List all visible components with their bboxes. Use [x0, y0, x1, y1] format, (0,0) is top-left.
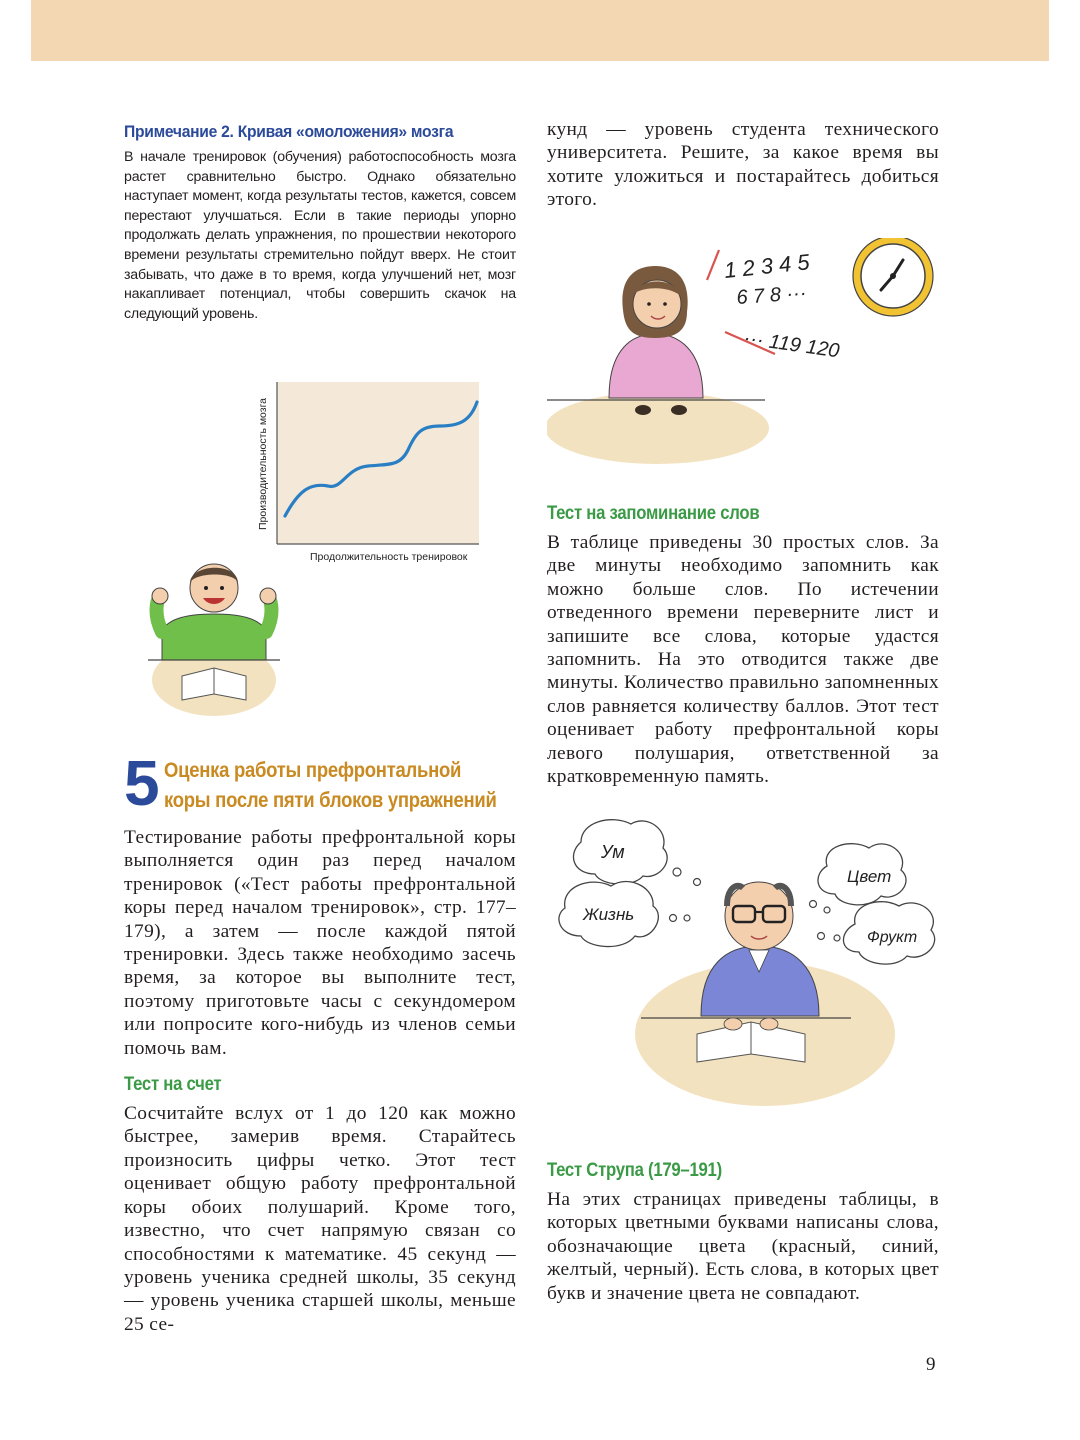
graph-xlabel: Продолжительность тренировок: [310, 551, 468, 563]
graph-background: [277, 382, 479, 544]
graph-ylabel: Производительность мозга: [257, 397, 269, 530]
word-um: Ум: [601, 842, 625, 862]
counting-woman-illustration: [547, 238, 942, 464]
count-test-title: Тест на счет: [124, 1074, 222, 1096]
section-title: [164, 756, 497, 816]
thought-bubble-tsvet: [818, 844, 906, 905]
section-number: 5: [124, 747, 160, 819]
word-zhizn: Жизнь: [583, 905, 635, 924]
words-test-section: [547, 503, 939, 788]
word-frukt: Фрукт: [867, 929, 918, 946]
happy-man-illustration: [148, 552, 280, 718]
note-title: Примечание 2. Кривая «омоложения» мозга: [124, 122, 454, 141]
words-test-body: В таблице приведены 30 простых слов. За две минуты необходимо запомнить как можно больше слов. По истечении отведенного времени переверните лист и запишите все слова, которые удастся запомнить. На это отводится также две минуты. Количество правильно запомненных слов равняется количеству баллов. Этот тест оценивает работу префронтальной коры левого полушария, ответственной за кратковременную память.: [547, 532, 939, 788]
stroop-test-title: Тест Струпа (179–191): [547, 1160, 722, 1181]
thought-bubble-frukt: [843, 902, 934, 964]
thinking-man-illustration: [551, 812, 941, 1112]
note-body: В начале тренировок (обучения) работоспособность мозга растет сравнительно быстро. Однако обязательно наступает момент, когда результаты тестов, кажется, совсем перестают улучшаться. Если в такие периоды упорно продолжать делать упражнения, по прошествии некоторого времени результаты стремительно пойдут вверх. Не стоит забывать, что даже в то время, когда улучшений нет, мозг накапливает потенциал, чтобы совершить скачок на следующий уровень.: [124, 149, 516, 322]
stroop-test-body: На этих страницах приведены таблицы, в которых цветными буквами написаны слова, обозначающие цвета (красный, синий, желтый, черный). Есть слова, в которых цвет букв и значение цвета не совпадают.: [547, 1189, 939, 1304]
thought-bubble-um: [573, 820, 667, 884]
stroop-test-section: [547, 1160, 939, 1305]
section-5-heading: [124, 747, 524, 819]
section-title-line1: Оценка работы префронтальной: [164, 759, 462, 782]
brain-rejuvenation-graph: [250, 378, 490, 568]
section-title-line2: коры после пяти блоков упражнений: [164, 789, 497, 812]
words-test-title: Тест на запоминание слов: [547, 503, 760, 524]
word-tsvet: Цвет: [847, 867, 892, 886]
numbers-line2: 6 7 8 ···: [735, 282, 808, 309]
count-test-body: Сосчитайте вслух от 1 до 120 как можно быстрее, замерив время. Старайтесь произносить цифры четко. Этот тест оценивает общую работу префронтальной коры обоих полушарий. Кроме того, известно, что счет напрямую связан со способностями к математике. 45 секунд — уровень ученика средней школы, 35 секунд — уровень ученика старшей школы, меньше 25 се-: [124, 1103, 516, 1335]
page-number: 9: [926, 1354, 936, 1375]
count-test-continuation: кунд — уровень студента технического университета. Решите, за какое время вы хотите уложиться и постарайтесь добиться этого.: [547, 119, 939, 211]
right-column-top: [547, 118, 939, 212]
thought-bubble-zhizn: [559, 882, 658, 947]
left-column: [124, 118, 516, 324]
numbers-line3: ··· 119 120: [742, 327, 841, 363]
section-5-content: [124, 826, 516, 1336]
section-body: Тестирование работы префронтальной коры выполняется один раз перед началом тренировок («Тест работы префронтальной коры перед началом тренировок», стр. 177–179), а затем — после каждой пятой тренировки. Здесь также необходимо засечь время, за которое вы выполните тест, поэтому приготовьте часы с секундомером или попросите кого-нибудь из членов семьи помочь вам.: [124, 827, 516, 1059]
clock-icon: [853, 238, 933, 316]
top-decorative-band: [31, 0, 1049, 61]
numbers-line1: 1 2 3 4 5: [722, 249, 811, 283]
table-shadow: [547, 392, 769, 464]
